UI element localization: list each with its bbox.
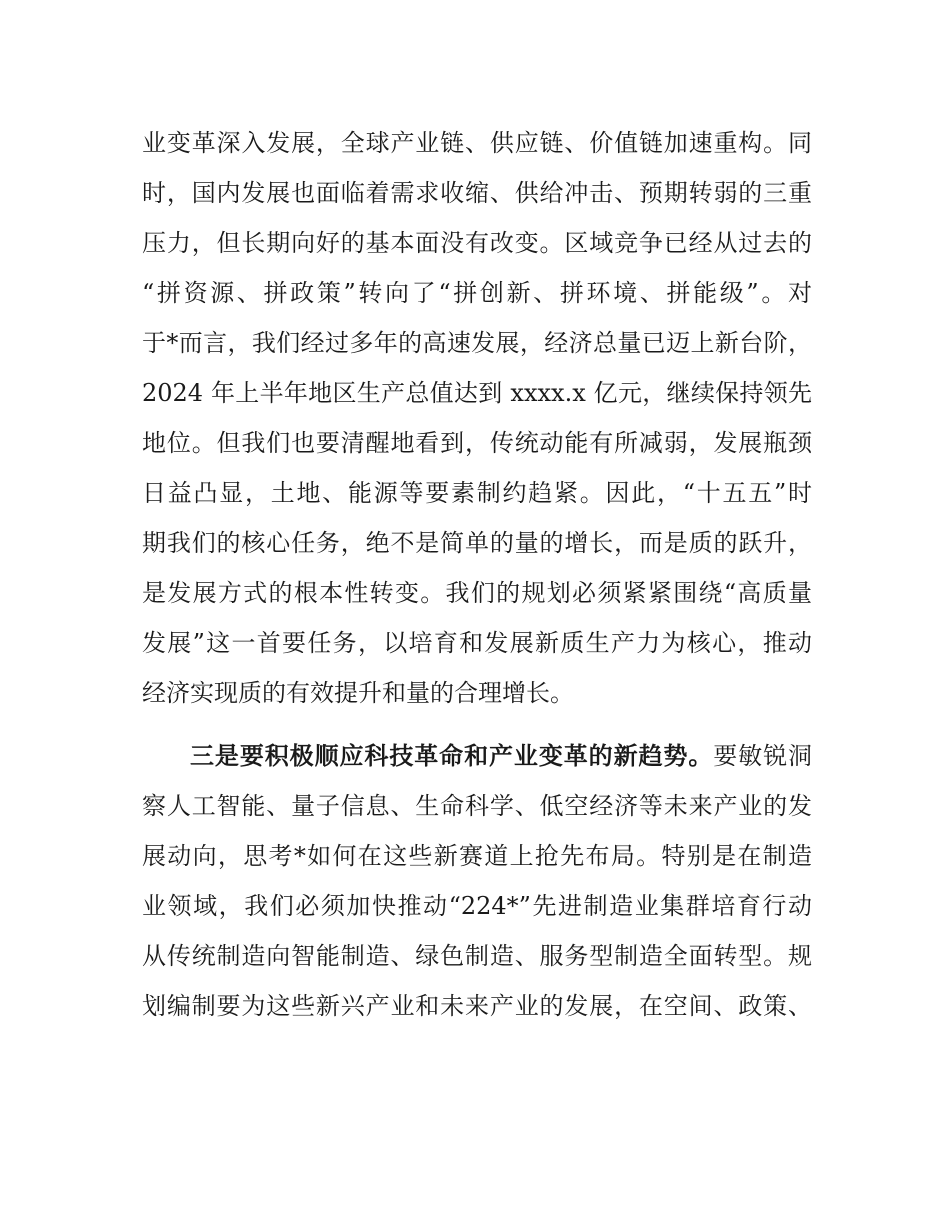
paragraph-1-line-4: “拼资源、拼政策”转向了“拼创新、拼环境、拼能级”。对 (142, 279, 812, 307)
paragraph-2-line-3: 展动向，思考*如何在这些新赛道上抢先布局。特别是在制造 (142, 842, 812, 870)
paragraph-1-line-8: 日益凸显，土地、能源等要素制约趋紧。因此，“十五五”时 (142, 479, 812, 507)
paragraph-1-line-3: 压力，但长期向好的基本面没有改变。区域竞争已经从过去的 (142, 229, 812, 257)
paragraph-1-line-1: 业变革深入发展，全球产业链、供应链、价值链加速重构。同 (142, 129, 812, 157)
paragraph-1-line-2: 时，国内发展也面临着需求收缩、供给冲击、预期转弱的三重 (142, 179, 812, 207)
paragraph-2-line-2: 察人工智能、量子信息、生命科学、低空经济等未来产业的发 (142, 792, 812, 820)
paragraph-1-line-7: 地位。但我们也要清醒地看到，传统动能有所减弱，发展瓶颈 (142, 429, 812, 457)
paragraph-2-line-6: 划编制要为这些新兴产业和未来产业的发展，在空间、政策、 (142, 992, 812, 1020)
paragraph-2-first-line-rest: 要敏锐洞 (713, 742, 812, 770)
paragraph-1-line-9: 期我们的核心任务，绝不是简单的量的增长，而是质的跃升， (142, 529, 812, 557)
paragraph-1-line-12: 经济实现质的有效提升和量的合理增长。 (142, 679, 574, 707)
paragraph-2-line-4: 业领域，我们必须加快推动“224*”先进制造业集群培育行动 (142, 892, 812, 920)
paragraph-1-line-10: 是发展方式的根本性转变。我们的规划必须紧紧围绕“高质量 (142, 579, 812, 607)
paragraph-2-line-5: 从传统制造向智能制造、绿色制造、服务型制造全面转型。规 (142, 942, 812, 970)
paragraph-1-line-5: 于*而言，我们经过多年的高速发展，经济总量已迈上新台阶， (142, 329, 812, 357)
paragraph-1-line-11: 发展”这一首要任务，以培育和发展新质生产力为核心，推动 (142, 629, 812, 657)
paragraph-2-line-1 (190, 736, 812, 776)
paragraph-1-line-6: 2024 年上半年地区生产总值达到 xxxx.x 亿元，继续保持领先 (142, 379, 812, 407)
section-heading: 三是要积极顺应科技革命和产业变革的新趋势。 (190, 742, 714, 770)
